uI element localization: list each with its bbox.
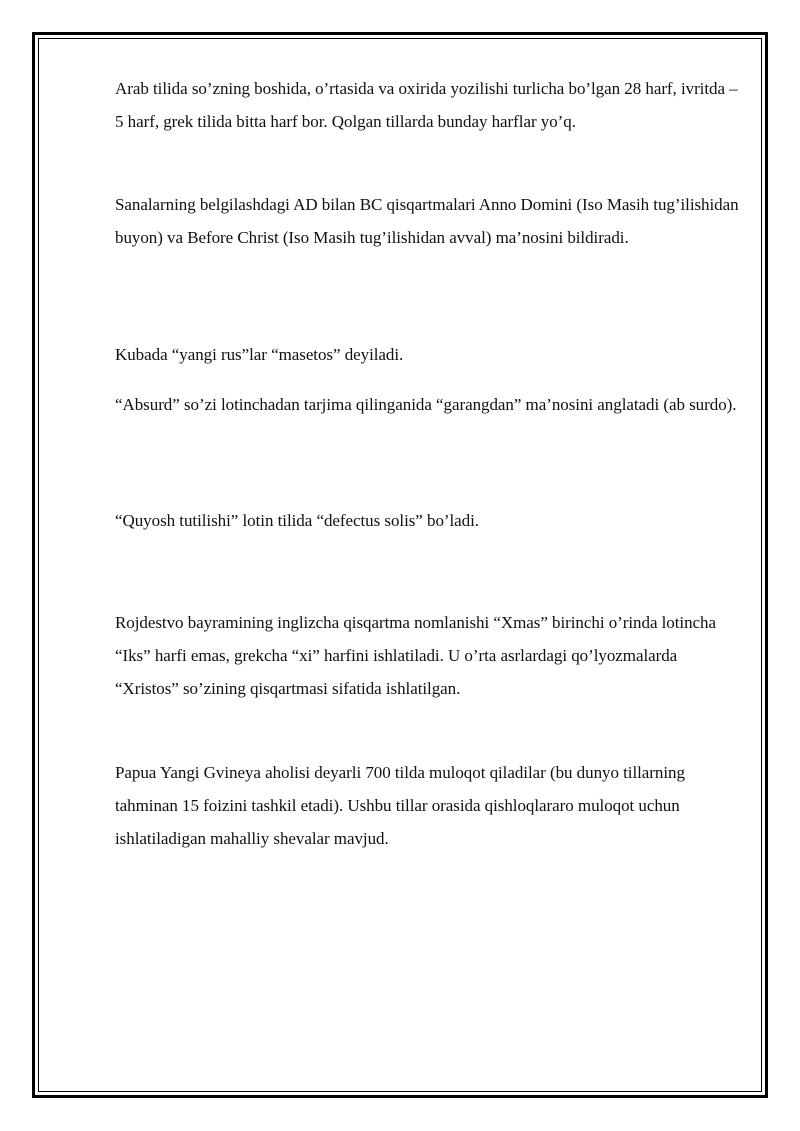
- paragraph-xmas: Rojdestvo bayramining inglizcha qisqartma nomlanishi “Xmas” birinchi o’rinda lotincha “Iks” harfi emas, grekcha “xi” harfini ishlatiladi. U o’rta asrlardagi qo’lyozmalarda “Xristos” so’zining qisqartmasi sifatida ishlatilgan.: [115, 613, 716, 698]
- paragraph-cuba: Kubada “yangi rus”lar “masetos” deyiladi.: [115, 345, 404, 364]
- paragraph-papua-new-guinea: Papua Yangi Gvineya aholisi deyarli 700 tilda muloqot qiladilar (bu dunyo tillarning tahminan 15 foizini tashkil etadi). Ushbu tillar orasida qishloqlararo muloqot uchun ishlatiladigan mahalliy shevalar mavjud.: [115, 763, 685, 848]
- paragraph-solar-eclipse: “Quyosh tutilishi” lotin tilida “defectus solis” bo’ladi.: [115, 511, 480, 530]
- paragraph-ad-bc: Sanalarning belgilashdagi AD bilan BC qisqartmalari Anno Domini (Iso Masih tug’ilishidan buyon) va Before Christ (Iso Masih tug’ilishidan avval) ma’nosini bildiradi.: [115, 195, 739, 247]
- paragraph-absurd: “Absurd” so’zi lotinchadan tarjima qilinganida “garangdan” ma’nosini anglatadi (ab surdo).: [115, 395, 737, 414]
- paragraph-arabic-letters: Arab tilida so’zning boshida, o’rtasida va oxirida yozilishi turlicha bo’lgan 28 harf, ivritda – 5 harf, grek tilida bitta harf bor. Qolgan tillarda bunday harflar yo’q.: [115, 79, 738, 131]
